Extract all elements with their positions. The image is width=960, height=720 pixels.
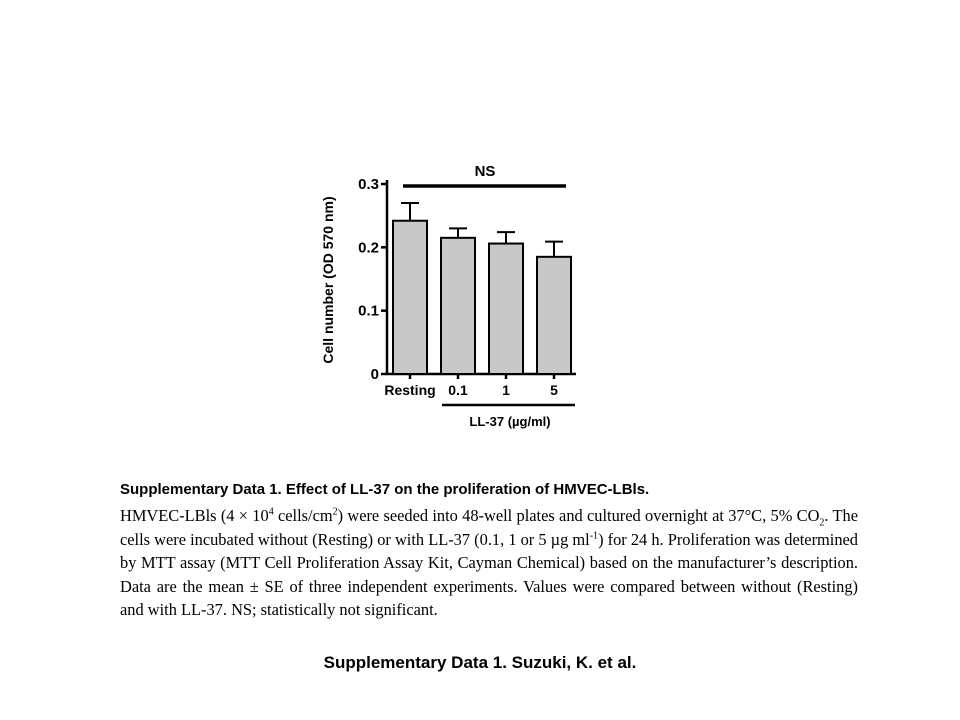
bars — [393, 203, 571, 374]
caption-sup: 4 — [268, 506, 274, 518]
x-tick-label: Resting — [384, 382, 436, 398]
x-tick-label: 0.1 — [448, 382, 468, 398]
caption-text: . The cells were incubated without (Resting) or with LL-37 (0.1, 1 or 5 µg ml — [120, 506, 858, 549]
group-label: LL-37 (µg/ml) — [469, 414, 551, 429]
caption-sup: 2 — [332, 506, 338, 518]
figure-caption — [120, 480, 858, 622]
y-tick-label: 0.1 — [358, 302, 379, 320]
x-tick-labels — [384, 374, 558, 398]
y-tick-label: 0 — [370, 366, 379, 383]
y-axis-label: Cell number (OD 570 nm) — [320, 196, 336, 364]
caption-text: cells/cm — [273, 506, 333, 525]
x-tick-label: 5 — [550, 382, 558, 398]
significance-label: NS — [474, 163, 496, 180]
bar — [393, 221, 427, 374]
bar — [441, 238, 475, 374]
caption-body — [120, 504, 858, 622]
y-tick-label: 0.2 — [358, 239, 379, 257]
bar — [537, 257, 571, 374]
footer-citation: Supplementary Data 1. Suzuki, K. et al. — [323, 653, 637, 672]
caption-text: ) for 24 h. Proliferation was determined by MTT assay (MTT Cell Proliferation Assay Kit, Cayman Chemical) based on the manufacturer’s description. Data are the mean ± SE of three independent experiments. Values were compared between without (Resting) and with LL-37. NS; statistically not significant. — [120, 529, 858, 619]
x-tick-label: 1 — [502, 382, 510, 398]
caption-text: HMVEC-LBls (4 × 10 — [120, 506, 269, 525]
caption-sub: 2 — [819, 517, 825, 529]
caption-sup: -1 — [589, 530, 599, 542]
y-tick-label: 0.3 — [358, 176, 379, 193]
bar — [489, 244, 523, 374]
caption-text: ) were seeded into 48-well plates and cultured overnight at 37°C, 5% CO — [337, 506, 820, 525]
caption-title: Supplementary Data 1. Effect of LL-37 on the proliferation of HMVEC-LBls. — [120, 481, 650, 498]
y-ticks — [358, 176, 387, 383]
